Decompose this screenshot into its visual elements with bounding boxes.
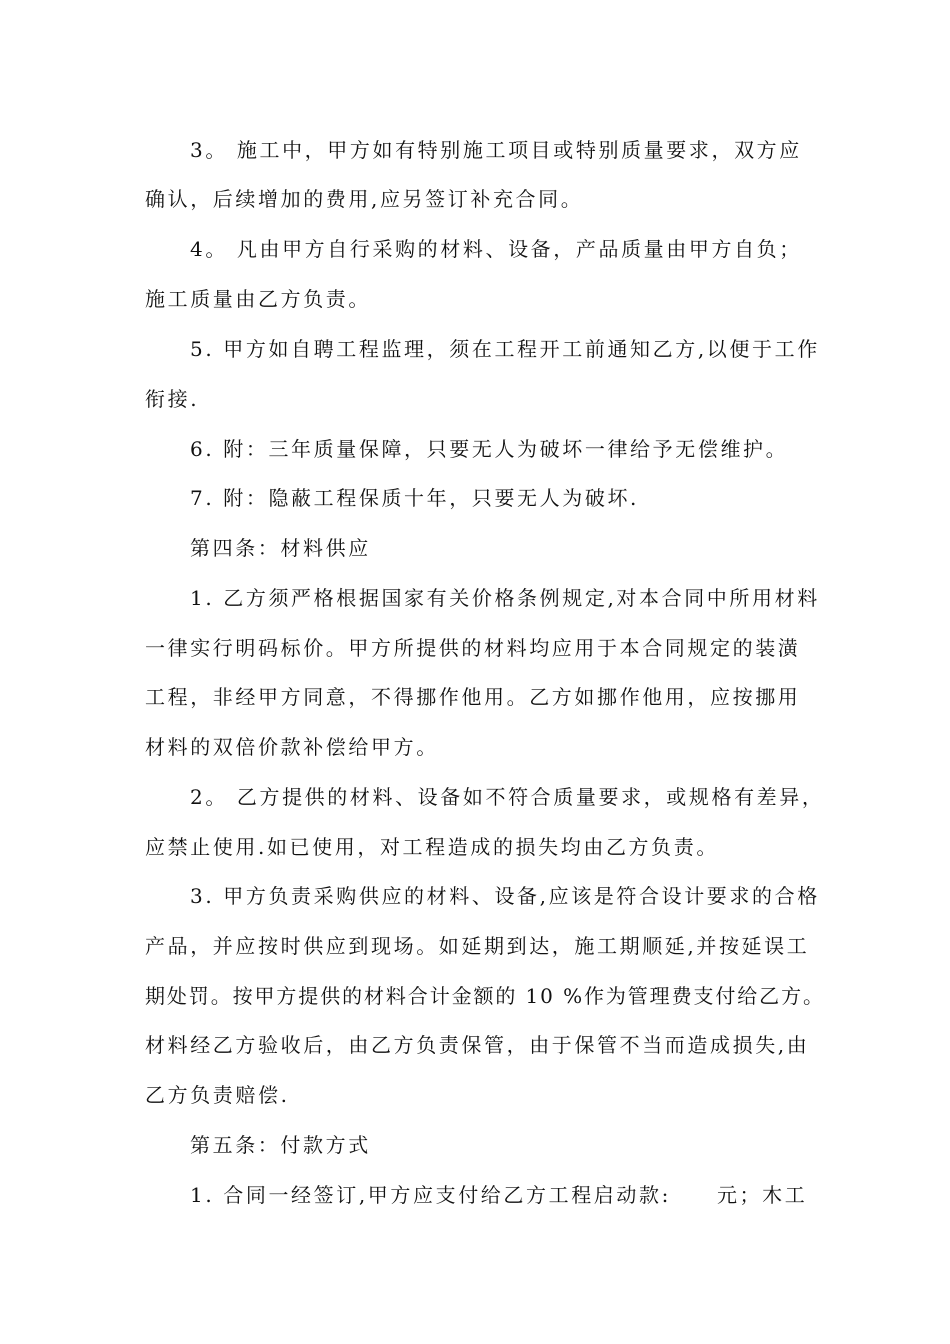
clause-4-3-line-1: 3. 甲方负责采购供应的材料、设备,应该是符合设计要求的合格 (190, 884, 820, 908)
clause-4-1-line-1: 1. 乙方须严格根据国家有关价格条例规定,对本合同中所用材料 (190, 586, 820, 610)
clause-4-3-line-4: 材料经乙方验收后，由乙方负责保管，由于保管不当而造成损失,由 (145, 1033, 810, 1057)
clause-4-1-line-3: 工程，非经甲方同意，不得挪作他用。乙方如挪作他用，应按挪用 (145, 685, 801, 709)
clause-5-1-text-after-blank: 元；木工 (716, 1183, 808, 1207)
clause-3-3-line-1: 3。 施工中，甲方如有特别施工项目或特别质量要求，双方应 (190, 138, 802, 162)
clause-3-5-line-1: 5. 甲方如自聘工程监理，须在工程开工前通知乙方,以便于工作 (190, 337, 820, 361)
section-heading-article-4: 第四条：材料供应 (190, 536, 371, 560)
section-heading-article-5: 第五条：付款方式 (190, 1133, 371, 1157)
clause-5-1-line-1 (190, 1181, 807, 1209)
clause-4-1-line-4: 材料的双倍价款补偿给甲方。 (145, 735, 439, 759)
clause-4-3-line-2: 产品，并应按时供应到现场。如延期到达，施工期顺延,并按延误工 (145, 934, 810, 958)
clause-3-6: 6. 附：三年质量保障，只要无人为破坏一律给予无偿维护。 (190, 437, 789, 461)
clause-3-4-line-2: 施工质量由乙方负责。 (145, 287, 371, 311)
clause-5-1-text-before-blank: 1. 合同一经签订,甲方应支付给乙方工程启动款: (190, 1183, 671, 1207)
clause-3-4-line-1: 4。 凡由甲方自行采购的材料、设备，产品质量由甲方自负； (190, 237, 802, 261)
clause-4-1-line-2: 一律实行明码标价。甲方所提供的材料均应用于本合同规定的装潢 (145, 636, 801, 660)
clause-3-3-line-2: 确认，后续增加的费用,应另签订补充合同。 (145, 187, 584, 211)
clause-3-5-line-2: 衔接. (145, 387, 200, 411)
clause-4-3-line-5: 乙方负责赔偿. (145, 1083, 290, 1107)
clause-3-7: 7. 附：隐蔽工程保质十年，只要无人为破坏. (190, 486, 639, 510)
clause-4-3-line-3: 期处罚。按甲方提供的材料合计金额的 10 %作为管理费支付给乙方。 (145, 984, 825, 1008)
clause-4-2-line-1: 2。 乙方提供的材料、设备如不符合质量要求，或规格有差异， (190, 785, 825, 809)
clause-4-2-line-2: 应禁止使用.如已使用，对工程造成的损失均由乙方负责。 (145, 835, 719, 859)
